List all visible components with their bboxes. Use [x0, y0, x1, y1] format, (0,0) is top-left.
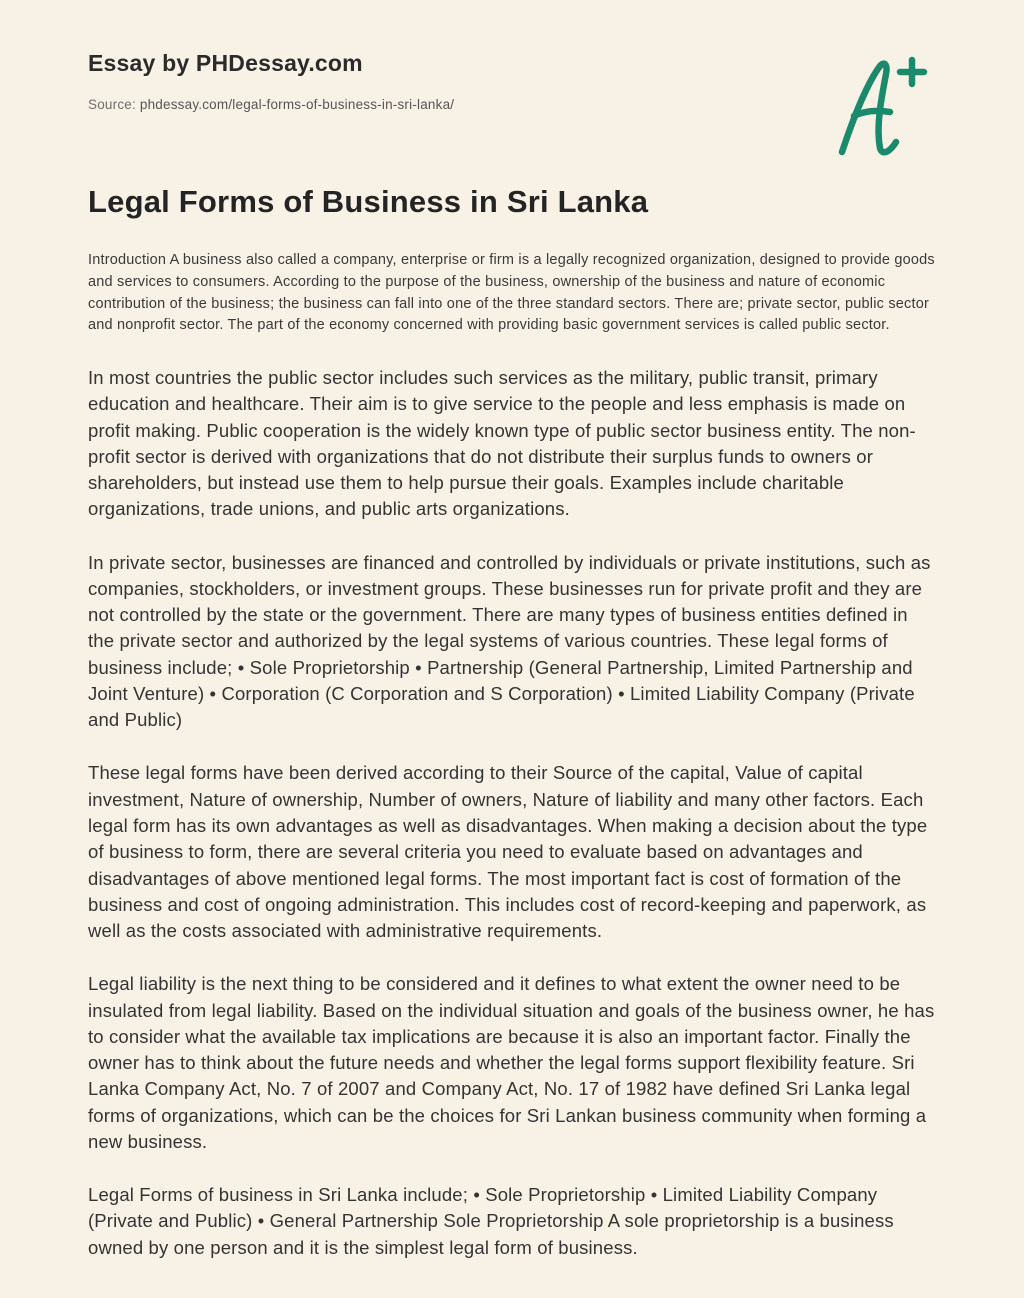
a-plus-logo-icon	[828, 52, 928, 160]
intro-paragraph: Introduction A business also called a company, enterprise or firm is a legally recognized organization, designed to provide goods and services to consumers. According to the purpose of the business, ownership of the business and nature of economic contribution of the business; the business can fall into one of the three standard sectors. There are; private sector, public sector and nonprofit sector. The part of the economy concerned with providing basic government services is called public sector.	[88, 252, 935, 334]
source-line	[88, 97, 936, 112]
paragraph-2: In private sector, businesses are financed and controlled by individuals or private institutions, such as companies, stockholders, or investment groups. These businesses run for private profit and they are not controlled by the state or the government. There are many types of business entities defined in the private sector and authorized by the legal systems of various countries. These legal forms of business include; • Sole Proprietorship • Partnership (General Partnership, Limited Partnership and Joint Venture) • Corporation (C Corporation and S Corporation) • Limited Liability Company (Private and Public)	[88, 551, 931, 731]
phdessay-logo	[828, 52, 928, 160]
paragraph-1: In most countries the public sector includes such services as the military, public transit, primary education and healthcare. Their aim is to give service to the people and less emphasis is made on profit making. Public cooperation is the widely known type of public sector business entity. The non-profit sector is derived with organizations that do not distribute their surplus funds to owners or shareholders, but instead use them to help pursue their goals. Examples include charitable organizations, trade unions, and public arts organizations.	[88, 367, 916, 520]
page-header	[88, 50, 936, 112]
source-label: Source:	[88, 97, 140, 112]
source-link[interactable]: phdessay.com/legal-forms-of-business-in-sri-lanka/	[139, 97, 455, 112]
paragraph-3: These legal forms have been derived according to their Source of the capital, Value of capital investment, Nature of ownership, Number of owners, Nature of liability and many other factors. Each legal form has its own advantages as well as disadvantages. When making a decision about the type of business to form, there are several criteria you need to evaluate based on advantages and disadvantages of above mentioned legal forms. The most important fact is cost of formation of the business and cost of ongoing administration. This includes cost of record-keeping and paperwork, as well as the costs associated with administrative requirements.	[88, 762, 928, 942]
paragraph-4: Legal liability is the next thing to be considered and it defines to what extent the owner need to be insulated from legal liability. Based on the individual situation and goals of the business owner, he has to consider what the available tax implications are because it is also an important factor. Finally the owner has to think about the future needs and whether the legal forms support flexibility feature. Sri Lanka Company Act, No. 7 of 2007 and Company Act, No. 17 of 1982 have defined Sri Lanka legal forms of organizations, which can be the choices for Sri Lankan business community when forming a new business.	[88, 973, 935, 1152]
essay-content	[88, 184, 936, 1261]
essay-title: Legal Forms of Business in Sri Lanka	[88, 184, 649, 219]
paragraph-5: Legal Forms of business in Sri Lanka include; • Sole Proprietorship • Limited Liability Company (Private and Public) • General Partnership Sole Proprietorship A sole proprietorship is a business owned by one person and it is the simplest legal form of business.	[88, 1184, 894, 1258]
header-title: Essay by PHDessay.com	[88, 50, 363, 76]
